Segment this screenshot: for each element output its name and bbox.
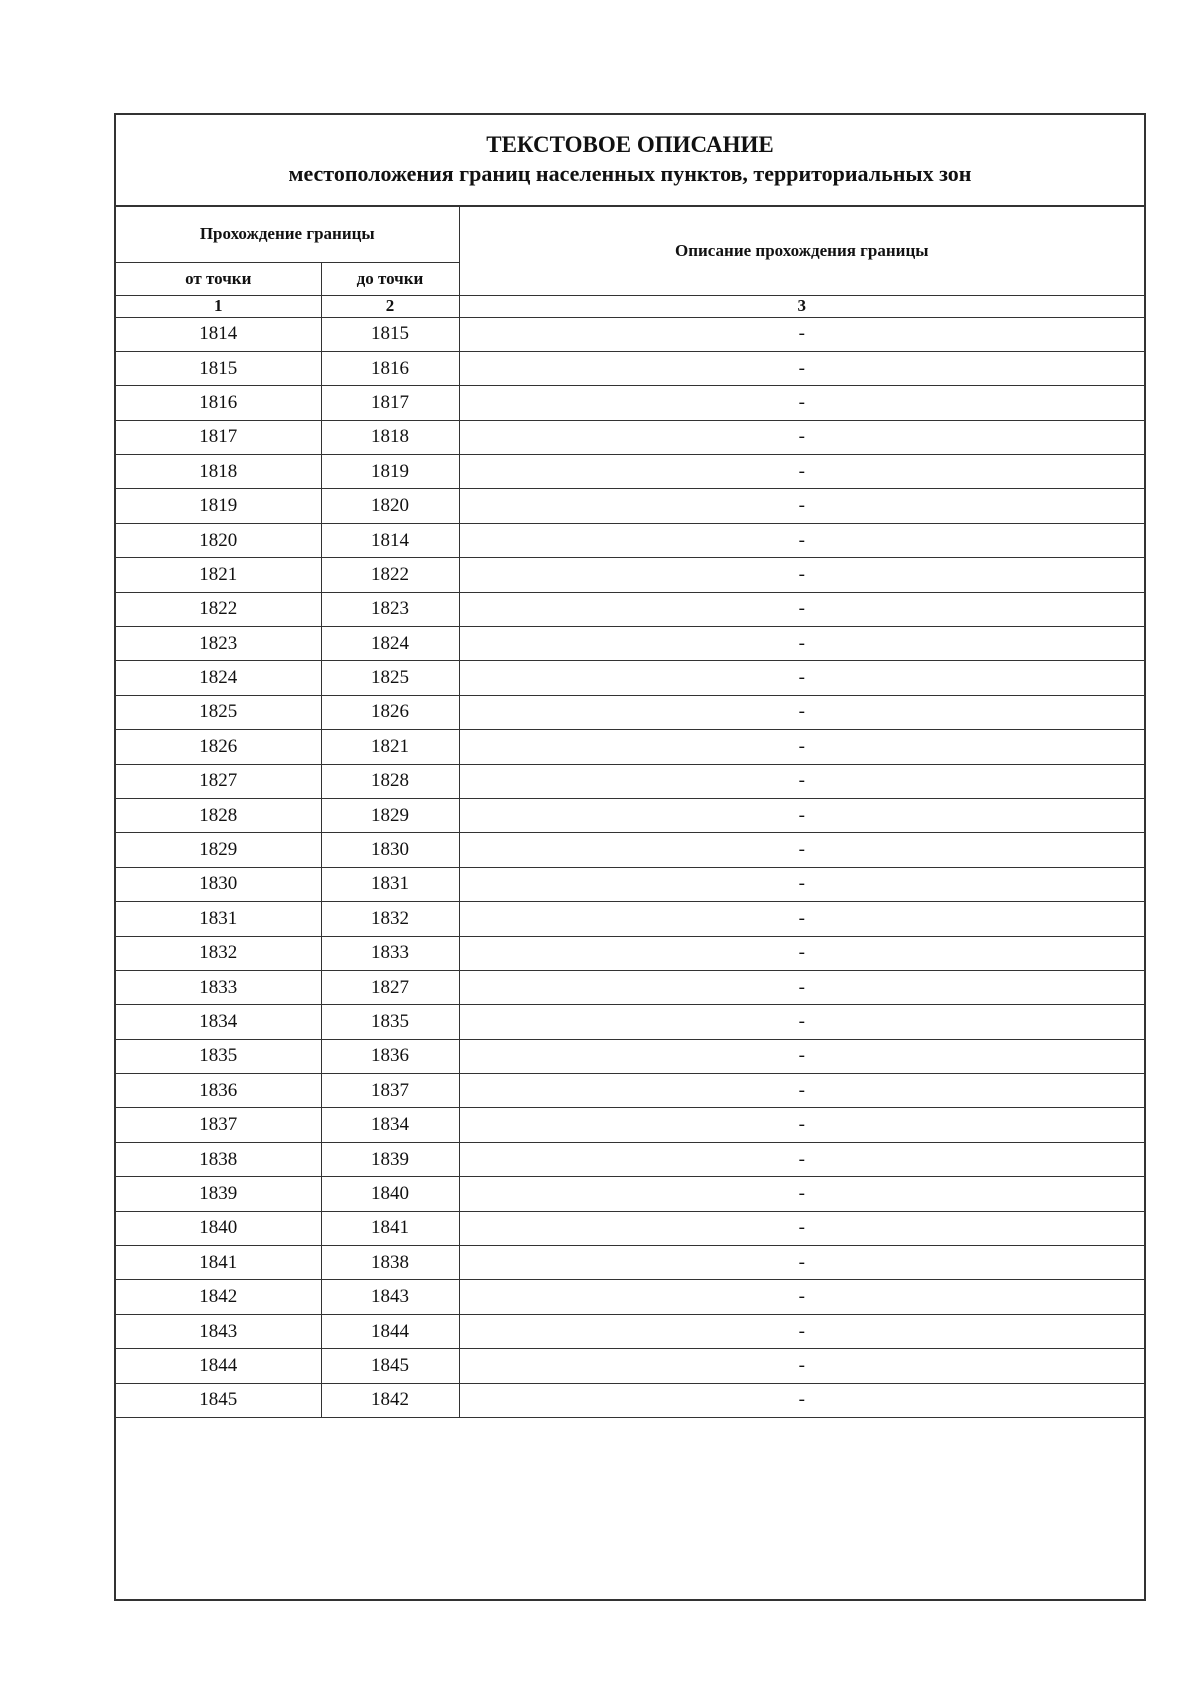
table-header xyxy=(116,207,1144,317)
cell-description: - xyxy=(459,627,1144,661)
table-row xyxy=(116,558,1144,592)
cell-description: - xyxy=(459,764,1144,798)
cell-from-point: 1821 xyxy=(116,558,321,592)
cell-description: - xyxy=(459,798,1144,832)
cell-to-point: 1819 xyxy=(321,455,459,489)
header-boundary-passage: Прохождение границы xyxy=(116,207,459,262)
cell-description: - xyxy=(459,317,1144,351)
table-row xyxy=(116,455,1144,489)
cell-to-point: 1833 xyxy=(321,936,459,970)
cell-to-point: 1845 xyxy=(321,1349,459,1383)
cell-description: - xyxy=(459,1246,1144,1280)
document-title: ТЕКСТОВОЕ ОПИСАНИЕ xyxy=(486,132,774,157)
cell-description: - xyxy=(459,523,1144,557)
cell-from-point: 1837 xyxy=(116,1108,321,1142)
cell-to-point: 1830 xyxy=(321,833,459,867)
table-row xyxy=(116,1005,1144,1039)
table-row xyxy=(116,730,1144,764)
cell-description: - xyxy=(459,902,1144,936)
cell-description: - xyxy=(459,351,1144,385)
table-row xyxy=(116,317,1144,351)
table-row xyxy=(116,1383,1144,1417)
table-row xyxy=(116,833,1144,867)
cell-from-point: 1834 xyxy=(116,1005,321,1039)
table-row xyxy=(116,695,1144,729)
header-to-point: до точки xyxy=(321,262,459,295)
document-frame xyxy=(114,113,1146,1601)
cell-from-point: 1816 xyxy=(116,386,321,420)
cell-from-point: 1830 xyxy=(116,867,321,901)
cell-to-point: 1820 xyxy=(321,489,459,523)
cell-to-point: 1821 xyxy=(321,730,459,764)
cell-description: - xyxy=(459,1280,1144,1314)
table-row xyxy=(116,420,1144,454)
table-row xyxy=(116,936,1144,970)
table-row xyxy=(116,1177,1144,1211)
cell-description: - xyxy=(459,1074,1144,1108)
cell-from-point: 1817 xyxy=(116,420,321,454)
cell-description: - xyxy=(459,1349,1144,1383)
cell-from-point: 1828 xyxy=(116,798,321,832)
table-row xyxy=(116,1314,1144,1348)
table-row xyxy=(116,764,1144,798)
cell-to-point: 1844 xyxy=(321,1314,459,1348)
table-row xyxy=(116,1246,1144,1280)
cell-from-point: 1835 xyxy=(116,1039,321,1073)
cell-to-point: 1823 xyxy=(321,592,459,626)
table-row xyxy=(116,489,1144,523)
cell-from-point: 1823 xyxy=(116,627,321,661)
cell-from-point: 1815 xyxy=(116,351,321,385)
cell-from-point: 1820 xyxy=(116,523,321,557)
cell-description: - xyxy=(459,386,1144,420)
cell-to-point: 1831 xyxy=(321,867,459,901)
cell-from-point: 1836 xyxy=(116,1074,321,1108)
cell-description: - xyxy=(459,867,1144,901)
cell-from-point: 1829 xyxy=(116,833,321,867)
table-row xyxy=(116,1211,1144,1245)
cell-to-point: 1822 xyxy=(321,558,459,592)
cell-description: - xyxy=(459,558,1144,592)
cell-description: - xyxy=(459,695,1144,729)
cell-from-point: 1814 xyxy=(116,317,321,351)
cell-description: - xyxy=(459,970,1144,1004)
cell-description: - xyxy=(459,1108,1144,1142)
header-number-3: 3 xyxy=(459,295,1144,317)
cell-from-point: 1839 xyxy=(116,1177,321,1211)
cell-to-point: 1824 xyxy=(321,627,459,661)
table-row xyxy=(116,627,1144,661)
cell-to-point: 1841 xyxy=(321,1211,459,1245)
cell-from-point: 1826 xyxy=(116,730,321,764)
cell-to-point: 1843 xyxy=(321,1280,459,1314)
table-row xyxy=(116,661,1144,695)
cell-from-point: 1824 xyxy=(116,661,321,695)
cell-to-point: 1835 xyxy=(321,1005,459,1039)
cell-from-point: 1843 xyxy=(116,1314,321,1348)
table-row xyxy=(116,1074,1144,1108)
cell-description: - xyxy=(459,1005,1144,1039)
cell-to-point: 1815 xyxy=(321,317,459,351)
cell-to-point: 1818 xyxy=(321,420,459,454)
cell-from-point: 1833 xyxy=(116,970,321,1004)
table-row xyxy=(116,523,1144,557)
table-row xyxy=(116,386,1144,420)
cell-description: - xyxy=(459,730,1144,764)
table-row xyxy=(116,1108,1144,1142)
cell-from-point: 1840 xyxy=(116,1211,321,1245)
document-subtitle: местоположения границ населенных пунктов, территориальных зон xyxy=(288,161,972,186)
cell-to-point: 1828 xyxy=(321,764,459,798)
cell-to-point: 1839 xyxy=(321,1142,459,1176)
cell-from-point: 1818 xyxy=(116,455,321,489)
title-block xyxy=(116,115,1144,207)
cell-description: - xyxy=(459,1177,1144,1211)
table-row xyxy=(116,1349,1144,1383)
cell-description: - xyxy=(459,1039,1144,1073)
table-row xyxy=(116,798,1144,832)
cell-to-point: 1826 xyxy=(321,695,459,729)
cell-from-point: 1845 xyxy=(116,1383,321,1417)
cell-from-point: 1831 xyxy=(116,902,321,936)
cell-description: - xyxy=(459,1314,1144,1348)
header-description: Описание прохождения границы xyxy=(459,207,1144,295)
cell-from-point: 1825 xyxy=(116,695,321,729)
boundary-table xyxy=(116,207,1144,1418)
cell-to-point: 1842 xyxy=(321,1383,459,1417)
table-row xyxy=(116,902,1144,936)
cell-to-point: 1837 xyxy=(321,1074,459,1108)
table-row xyxy=(116,1142,1144,1176)
cell-to-point: 1832 xyxy=(321,902,459,936)
header-number-2: 2 xyxy=(321,295,459,317)
table-row xyxy=(116,867,1144,901)
cell-to-point: 1825 xyxy=(321,661,459,695)
cell-to-point: 1816 xyxy=(321,351,459,385)
cell-to-point: 1834 xyxy=(321,1108,459,1142)
cell-to-point: 1817 xyxy=(321,386,459,420)
cell-from-point: 1822 xyxy=(116,592,321,626)
cell-description: - xyxy=(459,489,1144,523)
cell-description: - xyxy=(459,592,1144,626)
cell-to-point: 1836 xyxy=(321,1039,459,1073)
cell-to-point: 1829 xyxy=(321,798,459,832)
cell-description: - xyxy=(459,833,1144,867)
cell-to-point: 1840 xyxy=(321,1177,459,1211)
cell-from-point: 1827 xyxy=(116,764,321,798)
cell-from-point: 1819 xyxy=(116,489,321,523)
table-row xyxy=(116,1039,1144,1073)
cell-to-point: 1838 xyxy=(321,1246,459,1280)
table-row xyxy=(116,970,1144,1004)
cell-description: - xyxy=(459,455,1144,489)
cell-description: - xyxy=(459,1142,1144,1176)
table-row xyxy=(116,1280,1144,1314)
cell-from-point: 1841 xyxy=(116,1246,321,1280)
table-row xyxy=(116,592,1144,626)
header-from-point: от точки xyxy=(116,262,321,295)
cell-from-point: 1844 xyxy=(116,1349,321,1383)
cell-to-point: 1814 xyxy=(321,523,459,557)
cell-description: - xyxy=(459,661,1144,695)
cell-description: - xyxy=(459,1383,1144,1417)
cell-from-point: 1842 xyxy=(116,1280,321,1314)
cell-description: - xyxy=(459,1211,1144,1245)
cell-from-point: 1832 xyxy=(116,936,321,970)
cell-to-point: 1827 xyxy=(321,970,459,1004)
cell-description: - xyxy=(459,936,1144,970)
cell-description: - xyxy=(459,420,1144,454)
table-body xyxy=(116,317,1144,1418)
table-row xyxy=(116,351,1144,385)
cell-from-point: 1838 xyxy=(116,1142,321,1176)
header-number-1: 1 xyxy=(116,295,321,317)
